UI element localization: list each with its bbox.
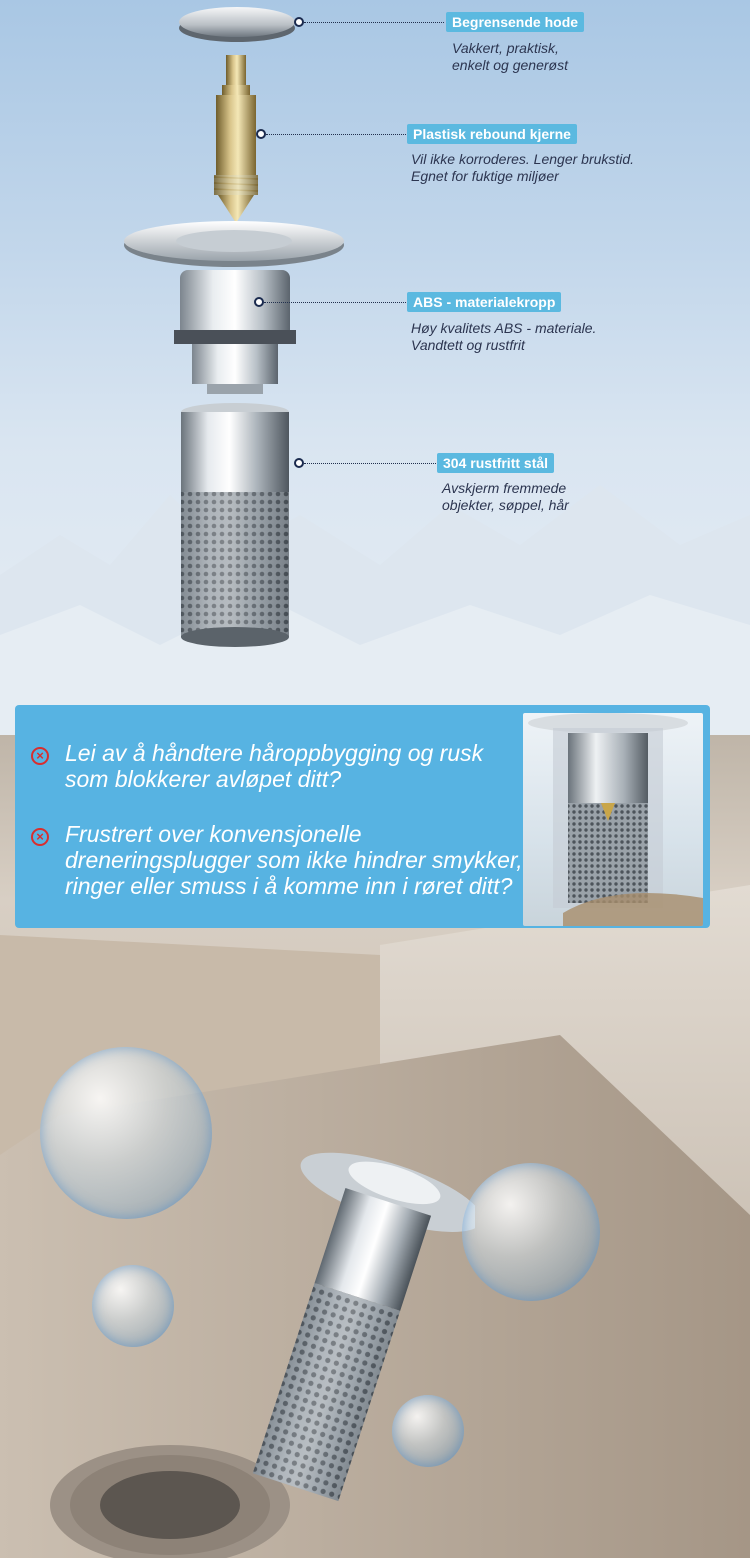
cap-illustration <box>176 4 298 46</box>
body-illustration <box>122 220 347 395</box>
problem-panel <box>15 705 710 928</box>
x-circle-icon: × <box>31 747 49 765</box>
connector-node <box>294 17 304 27</box>
necklace-bubble <box>40 1047 212 1219</box>
connector-node <box>256 129 266 139</box>
part-title-core: Plastisk rebound kjerne <box>407 124 577 144</box>
hair-bubble <box>92 1265 174 1347</box>
x-circle-icon: × <box>31 828 49 846</box>
part-desc-core: Vil ikke korroderes. Lenger brukstid. Egnet for fuktige miljøer <box>411 151 635 184</box>
part-desc-strainer: Avskjerm fremmede objekter, søppel, hår <box>442 480 569 513</box>
part-desc-body: Høy kvalitets ABS - materiale. Vandtett og rustfrit <box>411 320 597 353</box>
clogged-drain-photo <box>523 713 703 926</box>
connector-line <box>304 22 444 23</box>
part-title-body: ABS - materialekropp <box>407 292 561 312</box>
exploded-diagram <box>0 0 750 735</box>
connector-line <box>264 302 406 303</box>
connector-line <box>266 134 406 135</box>
connector-node <box>294 458 304 468</box>
part-title-strainer: 304 rustfritt stål <box>437 453 554 473</box>
problem-text: Lei av å håndtere håroppbygging og rusk som blokkerer avløpet ditt? <box>65 740 484 792</box>
part-desc-head: Vakkert, praktisk, enkelt og generøst <box>452 40 568 73</box>
strainer-product-photo <box>215 1135 475 1558</box>
core-illustration <box>206 55 266 225</box>
bracelet-bubble <box>462 1163 600 1301</box>
problem-text: Frustrert over konvensjonelle dreneringsplugger som ikke hindrer smykker, ringer eller smuss i å komme inn i røret ditt? <box>65 821 523 899</box>
earring-bubble <box>392 1395 464 1467</box>
connector-node <box>254 297 264 307</box>
problem-item <box>36 821 525 899</box>
problem-item <box>36 740 525 792</box>
strainer-illustration <box>178 402 292 650</box>
mountain-background <box>0 315 750 735</box>
connector-line <box>304 463 436 464</box>
part-title-head: Begrensende hode <box>446 12 584 32</box>
